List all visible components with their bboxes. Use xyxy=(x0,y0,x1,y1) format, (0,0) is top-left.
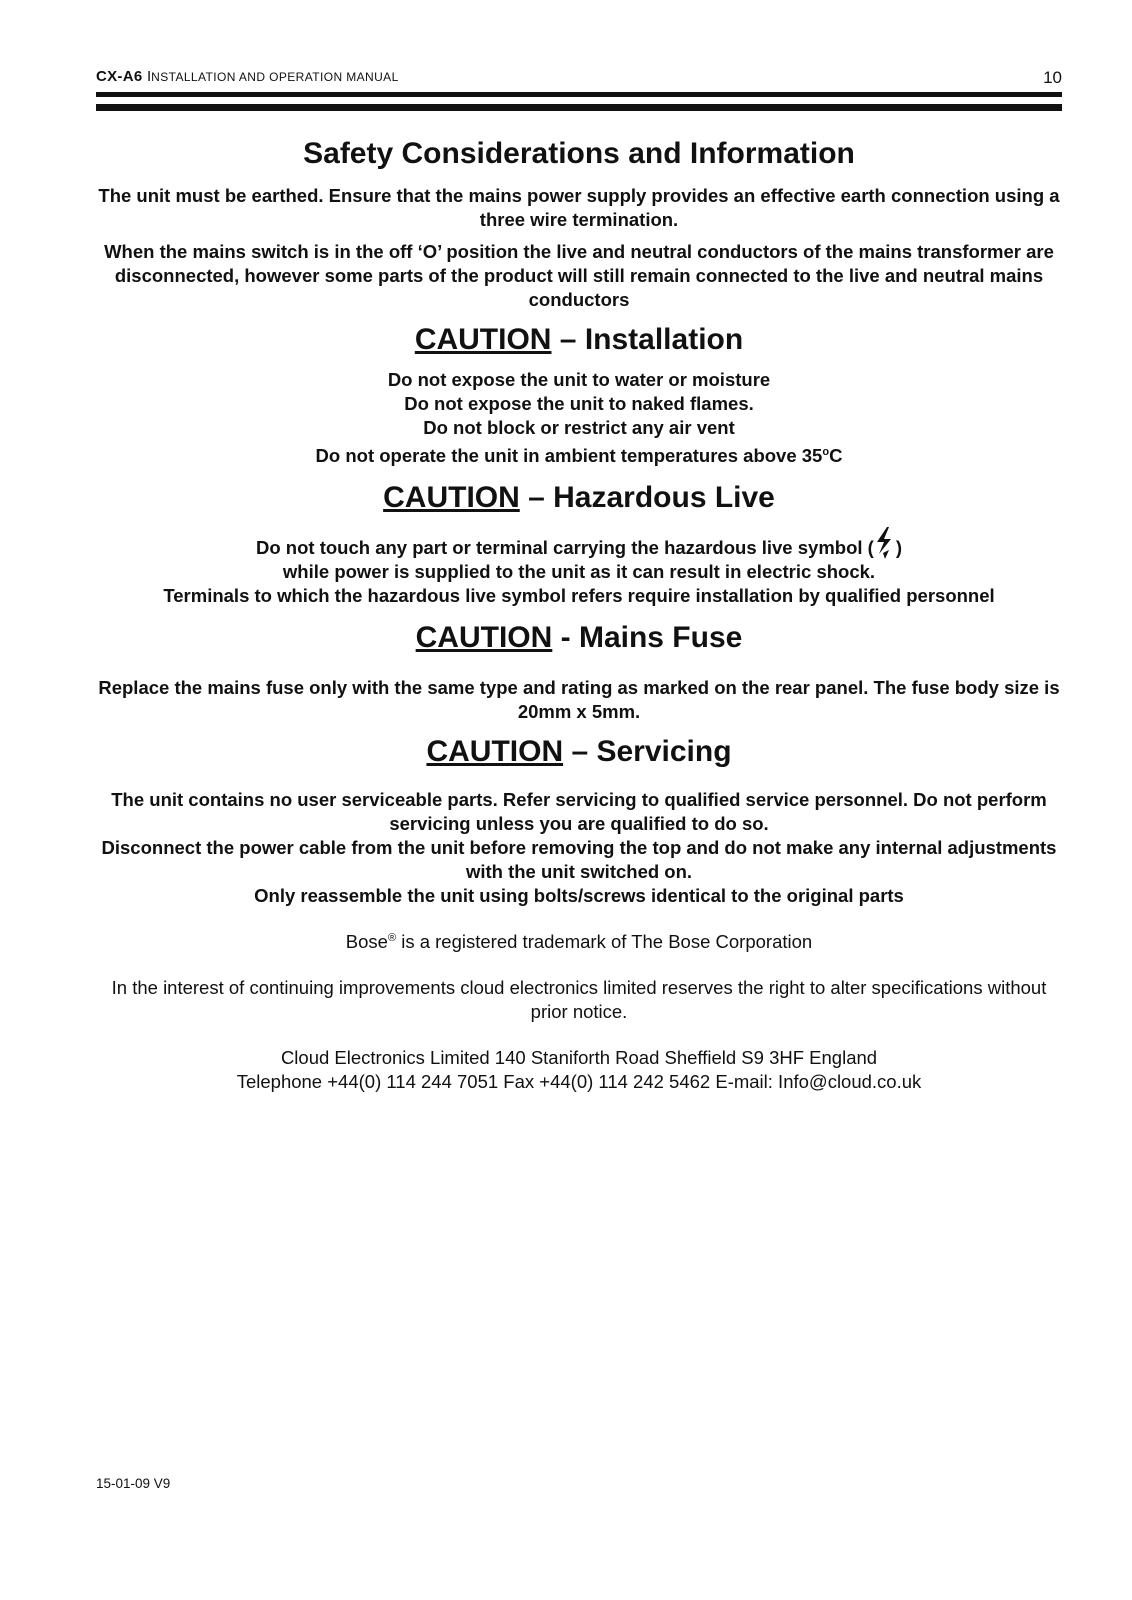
hazardous-list xyxy=(96,526,1062,608)
degree-symbol: o xyxy=(822,446,830,458)
company-address: Cloud Electronics Limited 140 Staniforth Road Sheffield S9 3HF England xyxy=(280,1047,878,1069)
fuse-heading-text: - Mains Fuse xyxy=(552,621,743,655)
hazardous-line-touch: Do not touch any part or terminal carrying the hazardous live symbol ( ) xyxy=(96,526,1062,560)
servicing-line-no-parts: The unit contains no user serviceable parts. Refer servicing to qualified service personnel. Do not perform servicing unless you are qualified to do so. xyxy=(111,789,1047,835)
hazardous-heading xyxy=(96,478,1062,518)
hazardous-line-power: while power is supplied to the unit as it can result in electric shock. xyxy=(282,561,876,583)
version-footer: 15-01-09 V9 xyxy=(96,1476,171,1491)
fuse-caution-word: CAUTION xyxy=(415,621,553,655)
header-rule-thick xyxy=(96,92,1062,97)
manual-title: NSTALLATION AND OPERATION MANUAL xyxy=(151,70,399,84)
fuse-heading xyxy=(96,618,1062,658)
installation-line-flames: Do not expose the unit to naked flames. xyxy=(404,393,754,414)
page-number: 10 xyxy=(1043,68,1062,87)
page-header xyxy=(96,68,1062,90)
servicing-line-reassemble: Only reassemble the unit using bolts/screws identical to the original parts xyxy=(254,885,904,907)
installation-caution-word: CAUTION xyxy=(414,323,552,356)
installation-line-temperature: Do not operate the unit in ambient temperatures above 35$^o$C xyxy=(315,445,843,467)
fuse-paragraph: Replace the mains fuse only with the same type and rating as marked on the rear panel. The fuse body size is 20mm x 5mm. xyxy=(98,677,1060,723)
servicing-line-disconnect: Disconnect the power cable from the unit before removing the top and do not make any internal adjustments with the unit switched on. xyxy=(101,837,1057,883)
registered-mark: ® xyxy=(387,932,397,945)
company-contact: Telephone +44(0) 114 244 7051 Fax +44(0) 114 242 5462 E-mail: Info@cloud.co.uk xyxy=(236,1071,922,1093)
mains-switch-paragraph: When the mains switch is in the off ‘O’ position the live and neutral conductors of the mains transformer are disconnected, however some parts of the product will still remain connected to the live and neutral mains conductors xyxy=(104,241,1054,310)
hazardous-line-terminals: Terminals to which the hazardous live symbol refers require installation by qualified personnel xyxy=(163,585,995,607)
servicing-heading-text: – Servicing xyxy=(563,735,732,769)
model-name: CX-A6 xyxy=(96,68,143,85)
improvements-note: In the interest of continuing improvements cloud electronics limited reserves the right to alter specifications without prior notice. xyxy=(111,977,1047,1023)
safety-title: Safety Considerations and Information xyxy=(303,137,855,170)
header-rule-thin xyxy=(96,104,1062,111)
installation-list xyxy=(96,368,1062,468)
installation-heading-text: – Installation xyxy=(551,323,744,356)
manual-title-initial: I xyxy=(146,68,152,85)
hazardous-caution-word: CAUTION xyxy=(383,481,520,515)
page-content xyxy=(96,130,1062,1116)
trademark-note: Bose® is a registered trademark of The Bose Corporation xyxy=(345,931,813,953)
servicing-caution-word: CAUTION xyxy=(426,735,564,769)
servicing-list xyxy=(96,788,1062,908)
earthing-paragraph: The unit must be earthed. Ensure that the mains power supply provides an effective earth connection using a three wire termination. xyxy=(98,185,1060,230)
lightning-bolt-icon xyxy=(874,526,896,560)
installation-line-vent: Do not block or restrict any air vent xyxy=(423,417,735,438)
installation-line-water: Do not expose the unit to water or moisture xyxy=(387,369,771,390)
hazardous-heading-text: – Hazardous Live xyxy=(519,481,775,515)
installation-heading xyxy=(96,320,1062,360)
servicing-heading xyxy=(96,732,1062,772)
